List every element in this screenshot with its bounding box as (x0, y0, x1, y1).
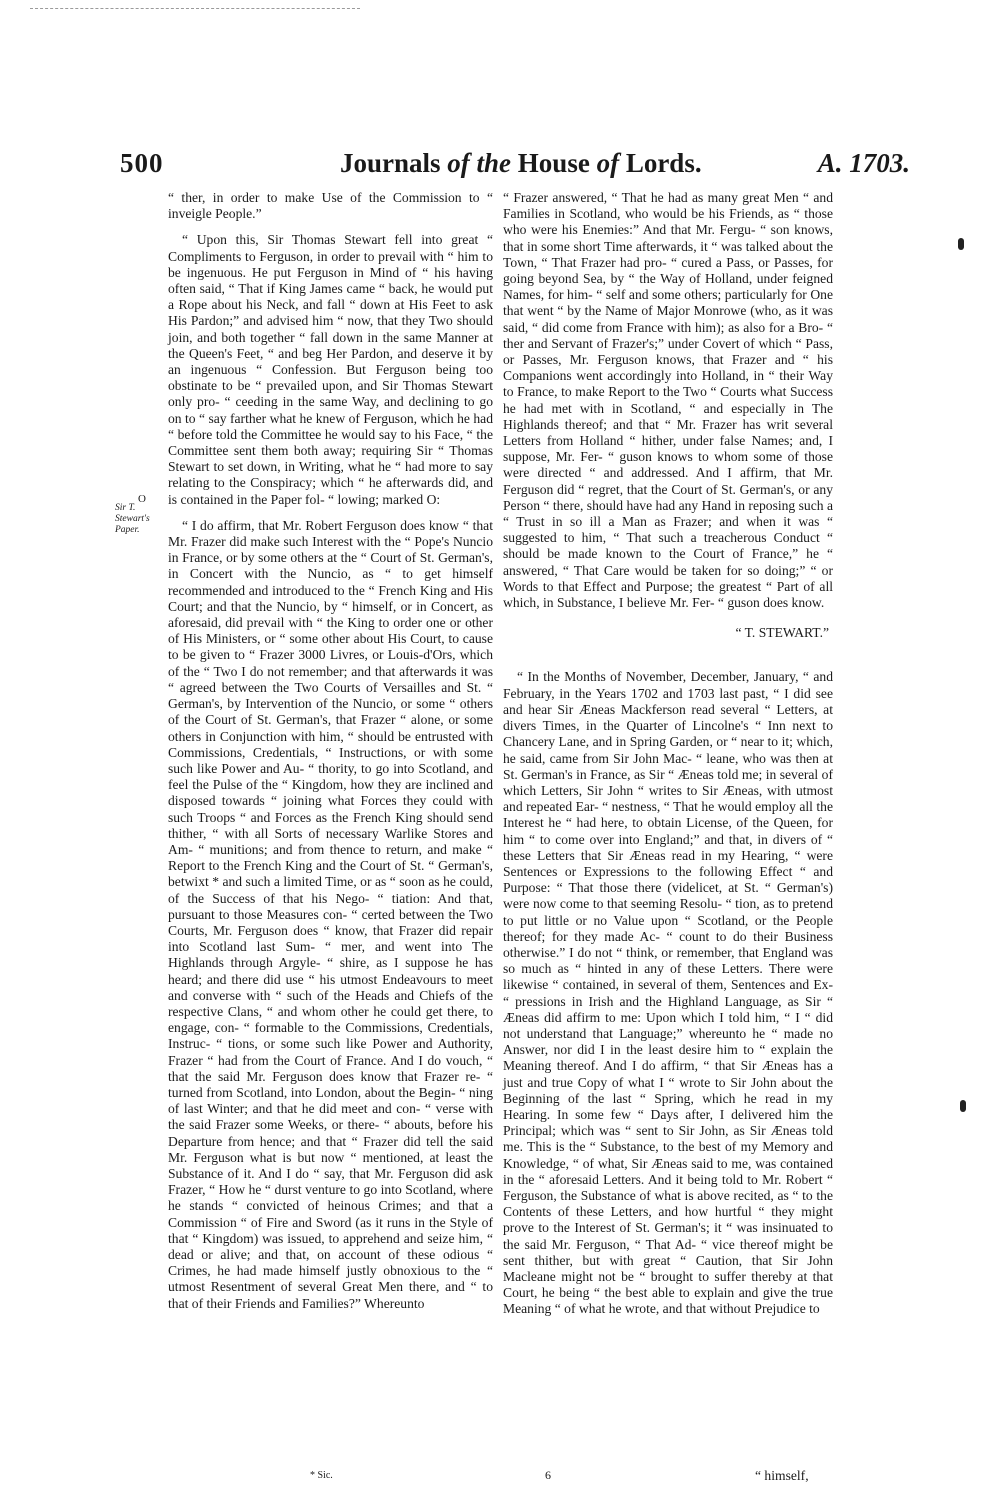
title-word: of (596, 148, 620, 178)
margin-note: Sir T. Stewart's Paper. (115, 503, 150, 535)
page-number: 500 (120, 148, 164, 178)
signature-mark: 6 (545, 1468, 551, 1482)
margin-dot (960, 1100, 966, 1112)
footnote: * Sic. (310, 1470, 333, 1481)
title-word: House (517, 148, 590, 178)
signature: “ T. STEWART.” (735, 625, 829, 641)
running-head (120, 148, 910, 188)
margin-letter: O (138, 493, 146, 505)
left-column (168, 190, 493, 1322)
title-word: the (476, 148, 512, 178)
paragraph: “ ther, in order to make Use of the Commission to “ inveigle People.” (168, 190, 493, 222)
year-heading: A. 1703. (817, 148, 910, 178)
paragraph: “ I do affirm, that Mr. Robert Ferguson does know “ that Mr. Frazer did make such Interest with the “ Pope's Nuncio in France, or by some others at the “ Court of St. German's, in Concert with the Nuncio, as “ to get himself recommended and introduced to the “ French King and His Court; and that the Nuncio, by “ himself, or in Concert, as aforesaid, did prevail with “ the King to order one or other of His Ministers, or “ some other about His Court, to cause to be given to “ Frazer 3000 Livres, or Louis-d'Ors, which of the “ Two I do not remember; and that afterwards it was “ agreed between the Two Courts of Versailles and St. “ German's, by Intervention of the Nuncio, or some “ others of the Court of St. German's, that Frazer “ alone, or some others in Conjunction with him, “ should be entrusted with Commissions, Credentials, “ Instructions, or with some such like Power and Au- “ thority, to go into Scotland, and feel the Pulse of the “ Kingdom, how they are inclined and disposed towards “ joining what Forces they could with such Troops “ and Forces as the French King should send thither, “ with all Sorts of necessary Warlike Stores and Am- “ munitions; and from thence to return, and make “ Report to the French King and the Court of St. “ German's, betwixt * and such a limited Time, or as “ soon as he could, of the Success of that his Nego- “ tiation: And that, pursuant to those Measures con- “ certed between the Two Courts, Mr. Ferguson does “ know, that Frazer did repair into Scotland last Sum- “ mer, and went into The Highlands through Argyle- “ shire, as I suppose he has heard; and there did use “ his utmost Endeavours to meet and converse with “ such of the Heads and Chiefs of the respective Clans, “ and whom other he could get there, to engage, con- “ formable to the Commissions, Credentials, Instruc- “ tions, or some such like Power and Authority, Frazer “ had from the Court of France. And I do vouch, “ that the said Mr. Ferguson does know that Frazer re- “ turned from Scotland, into London, about the Begin- “ ning of last Winter; and that he did meet and con- “ verse with the said Frazer some Weeks, or there- “ abouts, before his Departure from hence; and that “ Frazer did tell the said Mr. Ferguson what is but now “ mentioned, at least the Substance of it. And I do “ say, that Mr. Ferguson did ask Frazer, “ How he “ durst venture to go into Scotland, where he stands “ convicted of heinous Crimes; and that a Commission “ of Fire and Sword (as it runs in the Style of that “ Kingdom) was issued, to apprehend and seize him, “ dead or alive; and that, on account of these odious “ Crimes, he had made himself justly obnoxious to the “ utmost Resentment of several Great Men there, and “ to that of their Friends and Families?” Whereunto (168, 517, 493, 1311)
journal-title (340, 148, 702, 179)
paragraph: “ Frazer answered, “ That he had as many great Men “ and Families in Scotland, who would be his Friends, as “ those who were his Enemies:” And that Mr. Fergu- “ son knows, that in some short Time afterwards, it “ was talked about the Town, “ That Frazer had pro- “ cured a Pass, or Passes, for going beyond Sea, by “ the Way of Holland, under feigned Names, for him- “ self and some others; particularly for One that went “ by the Name of Major Monrowe (who, as it was said, “ did come from France with him); as also for a Bro- “ ther and Servant of Frazer's;” under Covert of which “ Pass, or Passes, Mr. Ferguson knows, that Frazer and “ his Companions went accordingly into Holland, in “ their Way to France, to make Report to the Two “ Courts what Success he had met with in Scotland, “ and especially in The Highlands thereof; and that “ Mr. Frazer has writ several Letters from Holland “ hither, under false Names; and, I suppose, Mr. Fer- “ guson knows to whom some of those were directed “ and addressed. And I affirm, that Mr. Ferguson did “ regret, that the Court of St. German's, or any Person “ there, should have had any Hand in reposing such a “ Trust in so ill a Man as Frazer; and when it was “ suggested to him, “ That such a treacherous Conduct “ should be made known to the Court of France,” he “ answered, “ That Care would be taken for so doing;” “ or Words to that Effect and Purpose; the greatest “ Part of all which, in Substance, I believe Mr. Fer- “ guson does know. (503, 190, 833, 611)
right-column (503, 190, 833, 1328)
header-dashed-rule (30, 8, 360, 10)
title-word: Lords. (625, 148, 702, 178)
title-word: Journals (340, 148, 441, 178)
margin-dot (958, 238, 964, 250)
paragraph: “ In the Months of November, December, January, “ and February, in the Years 1702 and 1703 last past, “ I did see and hear Sir Æneas Mackferson read several “ Letters, at divers Times, in the Quarter of Lincolne's “ Inn next to Chancery Lane, and in Spring Garden, or “ near to it; which, he said, came from Sir John Mac- “ leane, who was then at St. German's in France, as Sir “ Æneas told me; in several of which Letters, Sir John “ writes to Sir Æneas, with utmost and repeated Ear- “ nestness, “ That he would employ all the Interest he “ had here, to obtain License, of the Queen, for him “ to come over into England;” and that, in divers of “ these Letters that Sir Æneas read in my Hearing, “ were Sentences or Expressions to the following Effect “ and Purpose: “ That those there (videlicet, at St. “ German's) were now come to that seeming Resolu- “ tion, as to pretend to put little or no Value upon “ Scotland, or the People thereof; for they made Ac- “ count to do their Business otherwise.” I do not “ think, or remember, that England was so much as “ hinted in any of these Letters. There were likewise “ contained, in several of them, Sentences and Ex- “ pressions in Irish and the Highland Language, as Sir “ Æneas did affirm to me: Upon which I told him, “ I “ did not understand that Language;” whereunto he “ made no Answer, nor did I in the least desire him to “ explain the Meaning thereof. And I do affirm, “ that Sir Æneas has a just and true Copy of what I “ wrote to Sir John about the Beginning of the last “ Spring, which he read in my Hearing. In some few “ Days after, I delivered him the Principal; which was “ sent to Sir John, as Sir Æneas told me. This is the “ Substance, to the best of my Memory and Knowledge, “ of what, Sir Æneas said to me, was contained in the “ aforesaid Letters. And it being told to Mr. Robert “ Ferguson, the Substance of what is above recited, as “ to the Contents of these Letters, and how hurtful “ they might prove to the Interest of St. German's; it “ was insinuated to the said Mr. Ferguson, “ That Ad- “ vice thereof might be sent thither, but with great “ Caution, that Sir John Macleane might not be “ brought to suffer thereby at that Court, he being “ the best able to explain and give the true Meaning “ of what he wrote, and that without Prejudice to (503, 669, 833, 1317)
title-word: of (447, 148, 470, 178)
paragraph: “ Upon this, Sir Thomas Stewart fell into great “ Compliments to Ferguson, in order to prevail with “ him to be ingenuous. He put Ferguson in Mind of “ his having often said, “ That if King James came “ back, he would put a Rope about his Neck, and fall “ down at His Feet to ask His Pardon;” and advised him “ now, that they Two should join, and both together “ fall down in the same Manner at the Queen's Feet, “ and beg Her Pardon, and deserve it by an ingenuous “ Confession. But Ferguson being too obstinate to be “ prevailed upon, and Sir Thomas Stewart only pro- “ ceeding in the same Way, and declining to go on to “ say farther what he knew of Ferguson, which he had “ before told the Committee he would say to his Face, “ the Committee sent them both away; requiring Sir “ Thomas Stewart to set down, in Writing, what he “ had more to say relating to the Conspiracy; which “ he afterwards did, and is contained in the Paper fol- “ lowing; marked O: (168, 232, 493, 507)
catchword: “ himself, (755, 1468, 809, 1483)
